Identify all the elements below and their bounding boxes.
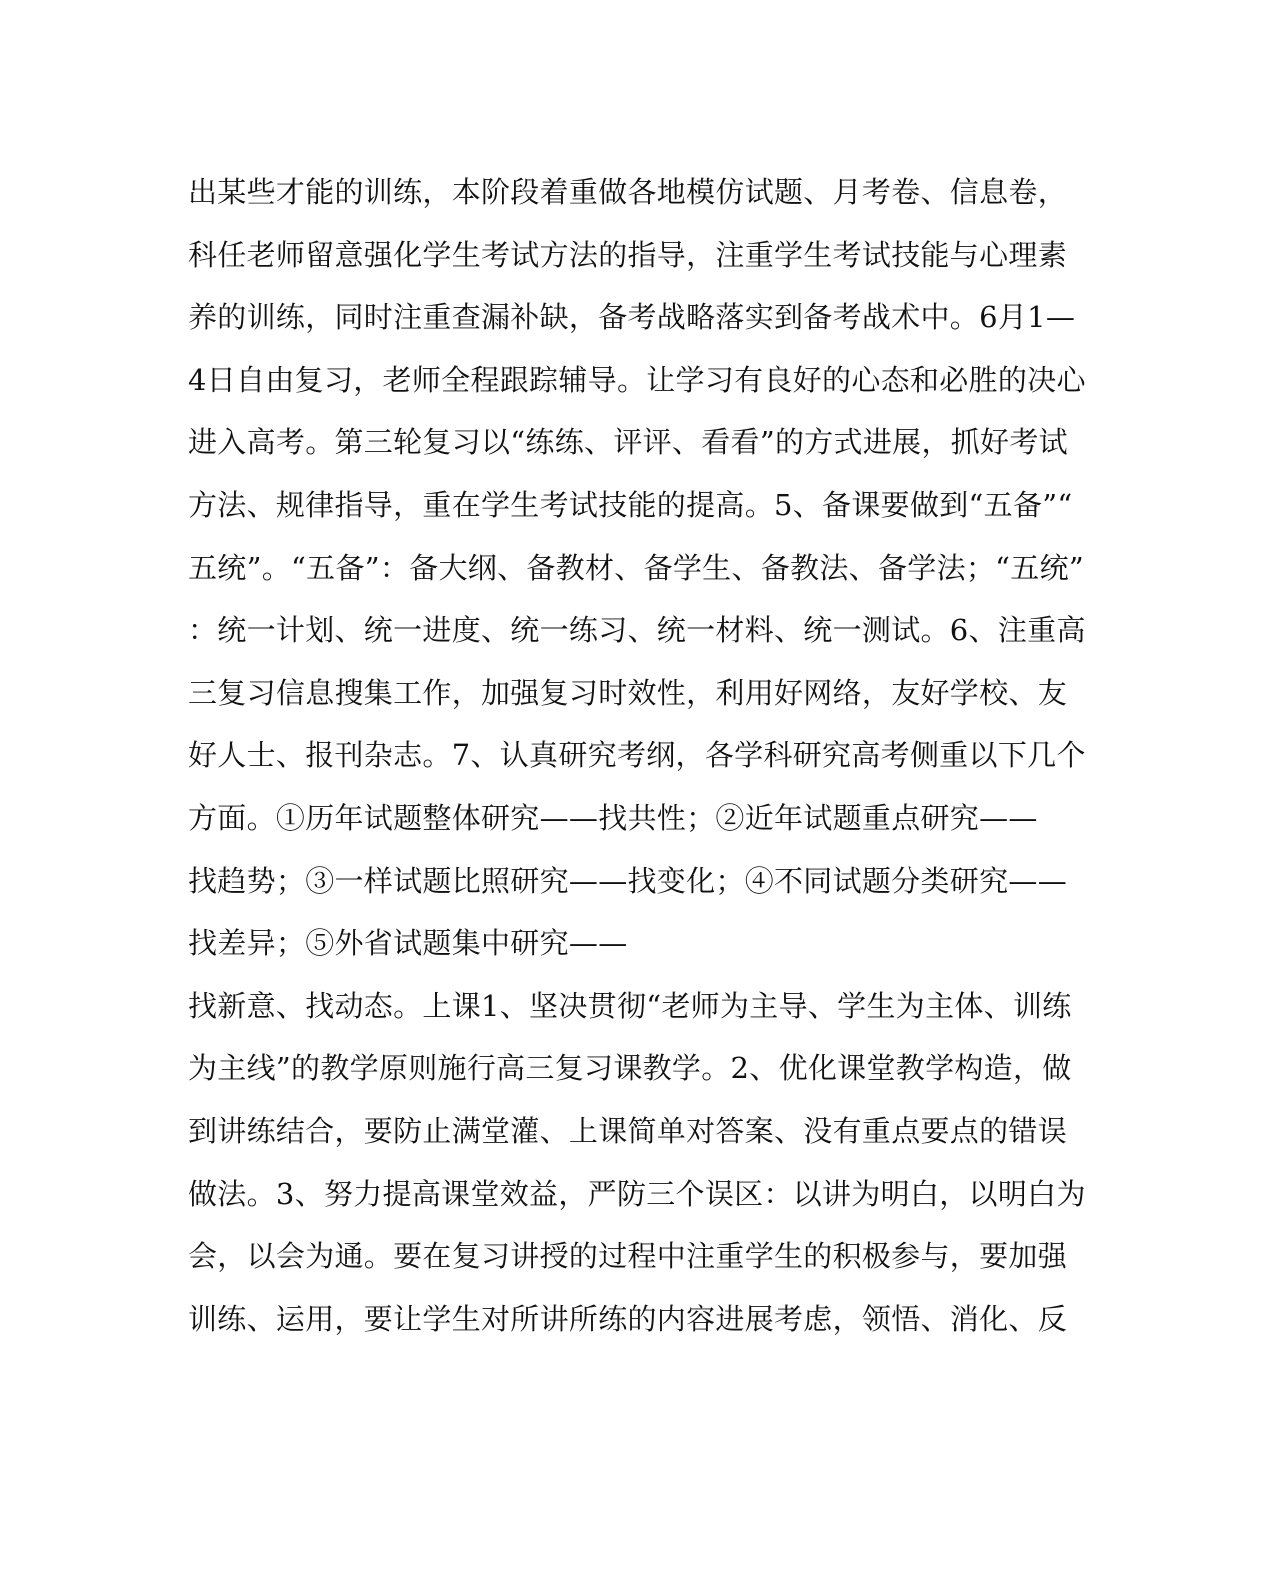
text-line: 4日自由复习，老师全程跟踪辅导。让学习有良好的心态和必胜的决心 <box>188 362 1086 397</box>
text-line: 好人士、报刊杂志。7、认真研究考纲，各学科研究高考侧重以下几个 <box>188 738 1086 773</box>
body-text <box>188 167 1088 1356</box>
text-line: ：统一计划、统一进度、统一练习、统一材料、统一测试。6、注重高 <box>188 613 1086 648</box>
text-line: 为主线”的教学原则施行高三复习课教学。2、优化课堂教学构造，做 <box>188 1051 1072 1086</box>
text-line: 找差异；⑤外省试题集中研究—— <box>188 926 628 961</box>
text-line: 五统”。“五备”：备大纲、备教材、备学生、备教法、备学法；“五统” <box>188 550 1085 585</box>
text-line: 出某些才能的训练，本阶段着重做各地模仿试题、月考卷、信息卷， <box>188 175 1068 209</box>
text-line: 方法、规律指导，重在学生考试技能的提高。5、备课要做到“五备”“ <box>188 487 1073 522</box>
text-line: 三复习信息搜集工作，加强复习时效性，利用好网络，友好学校、友 <box>188 675 1068 710</box>
text-line: 做法。3、努力提高课堂效益，严防三个误区：以讲为明白，以明白为 <box>188 1176 1086 1211</box>
text-line: 会，以会为通。要在复习讲授的过程中注重学生的积极参与，要加强 <box>188 1239 1068 1274</box>
text-line: 方面。①历年试题整体研究——找共性；②近年试题重点研究—— <box>188 800 1038 835</box>
text-line: 科任老师留意强化学生考试方法的指导，注重学生考试技能与心理素 <box>188 237 1068 272</box>
text-line: 到讲练结合，要防止满堂灌、上课简单对答案、没有重点要点的错误 <box>188 1113 1068 1148</box>
text-line: 进入高考。第三轮复习以“练练、评评、看看”的方式进展，抓好考试 <box>188 425 1068 460</box>
text-line: 找新意、找动态。上课1、坚决贯彻“老师为主导、学生为主体、训练 <box>188 988 1072 1023</box>
text-line: 训练、运用，要让学生对所讲所练的内容进展考虑，领悟、消化、反 <box>188 1301 1068 1336</box>
text-line: 养的训练，同时注重查漏补缺，备考战略落实到备考战术中。6月1— <box>188 300 1076 335</box>
text-line: 找趋势；③一样试题比照研究——找变化；④不同试题分类研究—— <box>188 863 1068 898</box>
